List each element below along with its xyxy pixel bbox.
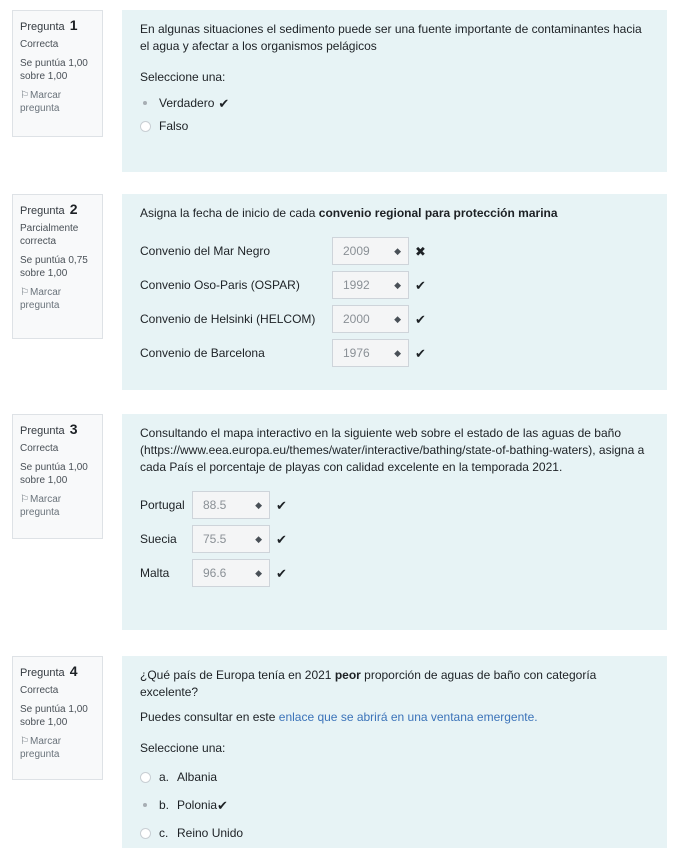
question-text: En algunas situaciones el sedimento puede ser una fuente importante de contaminantes hacia el agua y afectar a los organismos pelágicos <box>140 22 642 53</box>
answer-option[interactable]: c. Reino Unido <box>140 819 653 847</box>
question-state: Parcialmente correcta <box>20 223 79 247</box>
question-state: Correcta <box>20 685 59 696</box>
question-number: Pregunta 3 <box>20 421 78 437</box>
question-number: Pregunta 4 <box>20 663 78 679</box>
question-state: Correcta <box>20 39 59 50</box>
match-row: Convenio del Mar Negro 2009 ◆ ✖ <box>140 234 653 268</box>
question-grade: Se puntúa 1,00 sobre 1,00 <box>20 462 88 486</box>
question-content <box>122 414 667 630</box>
answer-option[interactable]: Falso <box>140 115 653 138</box>
year-select[interactable]: 1976 ◆ <box>332 339 409 367</box>
updown-arrow-icon: ◆ <box>394 313 401 324</box>
check-icon: ✔ <box>217 797 228 813</box>
flag-question-link[interactable]: ⚐Marcar pregunta <box>20 736 62 760</box>
updown-arrow-icon: ◆ <box>255 499 262 510</box>
question-state: Correcta <box>20 443 59 454</box>
check-icon: ✔ <box>218 96 230 111</box>
question-number: Pregunta 1 <box>20 17 78 33</box>
question-grade: Se puntúa 0,75 sobre 1,00 <box>20 255 88 279</box>
question-info <box>12 414 103 539</box>
question-content <box>122 10 667 172</box>
radio-button[interactable] <box>140 121 151 132</box>
match-row: Convenio Oso-Paris (OSPAR) 1992 ◆ ✔ <box>140 268 653 302</box>
flag-question-link[interactable]: ⚐Marcar pregunta <box>20 90 62 114</box>
match-row: Malta 96.6 ◆ ✔ <box>140 556 653 590</box>
updown-arrow-icon: ◆ <box>394 347 401 358</box>
flag-icon: ⚐ <box>20 90 29 101</box>
flag-icon: ⚐ <box>20 736 29 747</box>
answer-option[interactable]: Verdadero ✔ <box>140 92 653 115</box>
updown-arrow-icon: ◆ <box>394 245 401 256</box>
year-select[interactable]: 2009 ◆ <box>332 237 409 265</box>
cross-icon: ✖ <box>415 243 426 259</box>
match-row: Suecia 75.5 ◆ ✔ <box>140 522 653 556</box>
radio-button[interactable] <box>140 772 151 783</box>
question-grade: Se puntúa 1,00 sobre 1,00 <box>20 704 88 728</box>
question-grade: Se puntúa 1,00 sobre 1,00 <box>20 58 88 82</box>
updown-arrow-icon: ◆ <box>255 533 262 544</box>
question-number: Pregunta 2 <box>20 201 78 217</box>
answer-prompt: Seleccione una: <box>140 70 226 84</box>
question-info <box>12 10 103 137</box>
year-select[interactable]: 2000 ◆ <box>332 305 409 333</box>
check-icon: ✔ <box>276 531 287 547</box>
match-row: Convenio de Barcelona 1976 ◆ ✔ <box>140 336 653 370</box>
question-text: Consultando el mapa interactivo en la siguiente web sobre el estado de las aguas de baño (https://www.eea.europa.eu/themes/water/interactive/bathing/state-of-bathing-waters), asigna a cada País el porcentaje de playas con calidad excelente en la temporada 2021. <box>140 426 645 474</box>
answer-prompt: Seleccione una: <box>140 741 226 755</box>
question-content <box>122 194 667 390</box>
question-info <box>12 194 103 339</box>
question-text: Asigna la fecha de inicio de cada convenio regional para protección marina <box>140 206 558 220</box>
check-icon: ✔ <box>276 497 287 513</box>
flag-icon: ⚐ <box>20 494 29 505</box>
flag-question-link[interactable]: ⚐Marcar pregunta <box>20 494 62 518</box>
updown-arrow-icon: ◆ <box>394 279 401 290</box>
flag-question-link[interactable]: ⚐Marcar pregunta <box>20 287 62 311</box>
match-row: Convenio de Helsinki (HELCOM) 2000 ◆ ✔ <box>140 302 653 336</box>
percent-select[interactable]: 75.5 ◆ <box>192 525 270 553</box>
question-info <box>12 656 103 780</box>
consult-text: Puedes consultar en este enlace que se abrirá en una ventana emergente. <box>140 710 538 724</box>
check-icon: ✔ <box>415 311 426 327</box>
updown-arrow-icon: ◆ <box>255 567 262 578</box>
question-content <box>122 656 667 848</box>
answer-option[interactable]: a. Albania <box>140 763 653 791</box>
percent-select[interactable]: 96.6 ◆ <box>192 559 270 587</box>
radio-button[interactable] <box>140 98 151 109</box>
check-icon: ✔ <box>415 277 426 293</box>
match-row: Portugal 88.5 ◆ ✔ <box>140 488 653 522</box>
question-text: ¿Qué país de Europa tenía en 2021 peor proporción de aguas de baño con categoría excelente? <box>140 668 597 699</box>
radio-button[interactable] <box>140 828 151 839</box>
year-select[interactable]: 1992 ◆ <box>332 271 409 299</box>
check-icon: ✔ <box>415 345 426 361</box>
flag-icon: ⚐ <box>20 287 29 298</box>
percent-select[interactable]: 88.5 ◆ <box>192 491 270 519</box>
popup-link[interactable]: enlace que se abrirá en una ventana emergente. <box>278 710 538 724</box>
check-icon: ✔ <box>276 565 287 581</box>
answer-option[interactable]: b. Polonia ✔ <box>140 791 653 819</box>
radio-button[interactable] <box>140 800 151 811</box>
